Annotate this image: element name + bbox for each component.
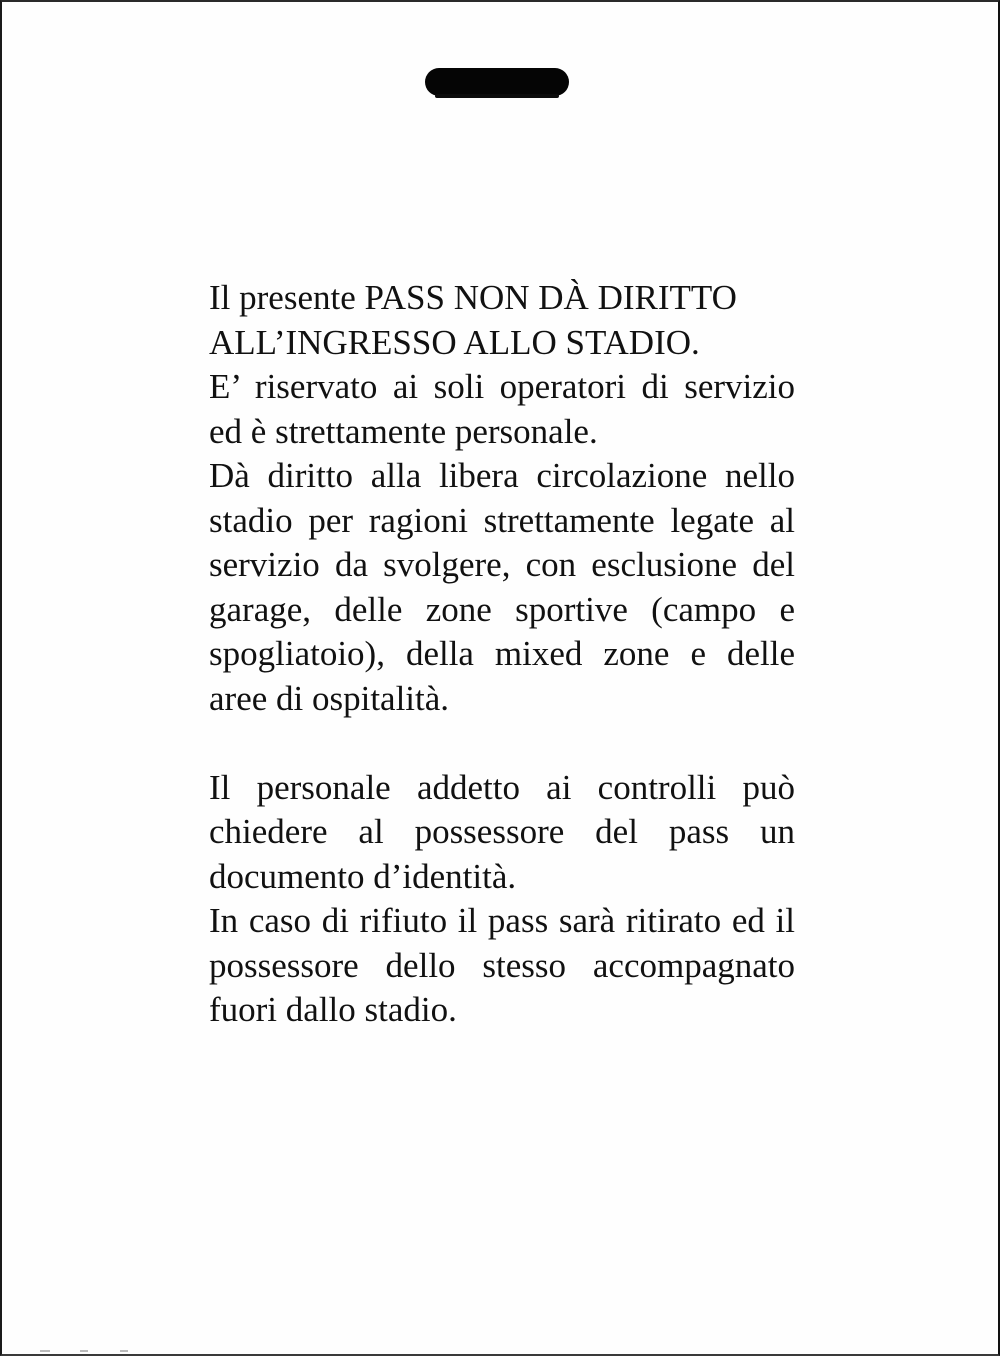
pass-conditions-text — [209, 276, 795, 1033]
pass-identity-check-paragraph: Il personale addetto ai controlli può chiedere al possessore del pass un documento d’identità. — [209, 767, 795, 896]
pass-circulation-paragraph: Dà diritto alla libera circolazione nello stadio per ragioni strettamente legate al servizio da svolgere, con esclusione del garage, delle zone sportive (campo e spogliatoio), della mixed zone e delle aree di ospitalità. — [209, 456, 795, 718]
pass-warning-line-2: ALL’INGRESSO ALLO STADIO. — [209, 322, 700, 362]
pass-refusal-paragraph: In caso di rifiuto il pass sarà ritirato ed il possessore dello stesso accompagnato fuori dallo stadio. — [209, 901, 795, 1029]
paper-speck — [80, 1350, 88, 1352]
paper-speck — [120, 1350, 128, 1352]
pass-warning-line-1: Il presente PASS NON DÀ DIRITTO — [209, 278, 737, 317]
lanyard-slot-hole — [425, 68, 569, 96]
paragraph-spacer — [209, 721, 795, 766]
paper-speck — [40, 1350, 50, 1352]
pass-reserved-paragraph: E’ riservato ai soli operatori di servizio ed è strettamente personale. — [209, 367, 795, 451]
